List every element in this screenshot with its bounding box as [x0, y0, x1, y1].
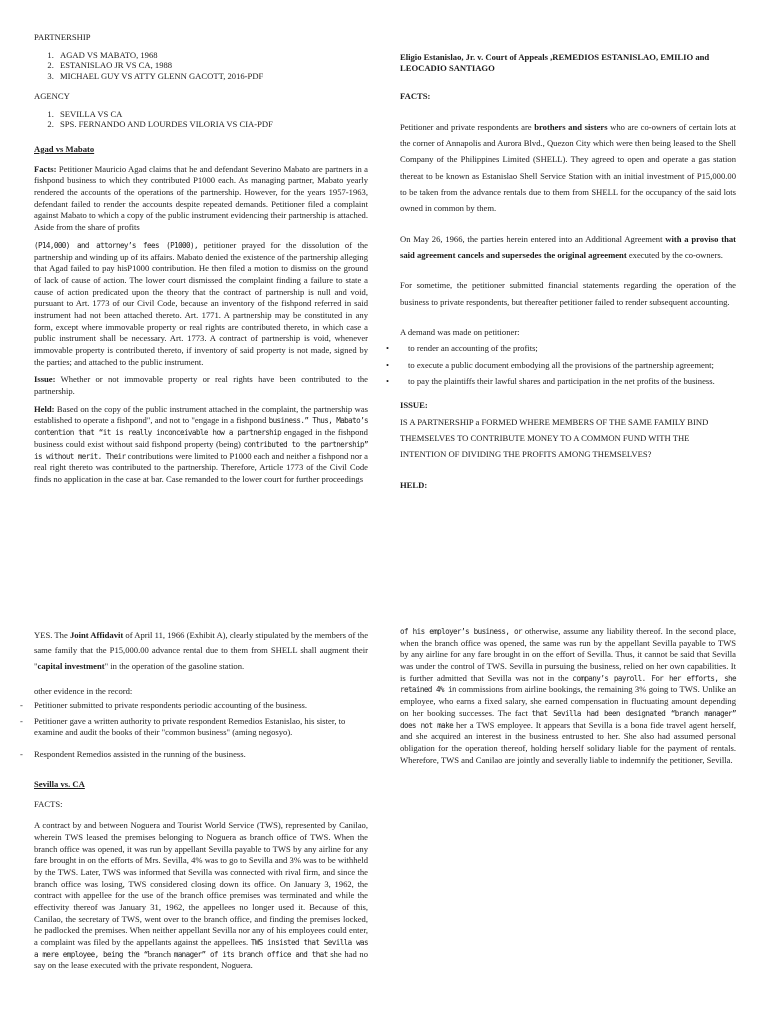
- demand-list: [386, 340, 736, 389]
- typewriter-text: manager” of its branch office and that: [173, 949, 328, 959]
- list-item: 2. ESTANISLAO JR VS CA, 1988: [56, 60, 368, 71]
- issue-text: IS A PARTNERSHIP a FORMED WHERE MEMBERS OF THE SAME FAMILY BIND THEMSELVES TO CONTRIBUTE MONEY TO A COMMON FUND WITH THE INTENTION OF DIVIDING THE PROFITS AMONG THEMSELVES?: [400, 416, 709, 460]
- body-text: her a TWS employee. It appears that Sevilla is a bona fide travel agent herself, and she acquired an interest in the business entrusted to her. She also had assumed personal obligation for the operation thereof, holding herself solidary liable for the payment of rentals. Wherefore, TWS and Canilao are jointly and severally liable to indemnify the petitioner, Sevilla.: [400, 719, 736, 765]
- body-text: otherwise, assume any liability thereof. In the second place, when the branch office was opened, the same was run by the appellant Sevilla payable to TWS by any airline for any fare brought in on the effort of Sevilla. Thus, it cannot be said that Sevilla was under the control of TWS. Sevilla in pursuing the business, relied on her own capabilities. It is further admitted that Sevilla was not in the: [400, 626, 736, 683]
- agency-case-list: [34, 109, 368, 130]
- bold-text: with a proviso that said agreement cancels and supersedes the original agreement: [400, 233, 737, 260]
- list-item-text: to render an accounting of the profits;: [408, 343, 538, 354]
- list-item: [20, 700, 368, 712]
- list-item: 1. AGAD VS MABATO, 1968: [56, 50, 368, 61]
- list-item: [386, 340, 736, 356]
- body-text: she had no say on the lease executed with the private respondent, Noguera.: [34, 948, 369, 971]
- body-text: commissions from airline bookings, the remaining 3% going to TWS. Unlike an employee, who earns a fixed salary, she earned compensation in fluctuating amount depending on her booking successes. The fact: [400, 684, 736, 718]
- typewriter-text: company’s payroll. For her efforts, she retained 4% in: [400, 673, 736, 695]
- evidence-list: [20, 700, 368, 761]
- body-text: petitioner prayed for the dissolution of the partnership and winding up of its affairs. Mabato denied the existence of the partnership alleging that Agad failed to pay hisP1000 contribution. He then filed a motion to dismiss on the ground of lack of cause of action. The lower court dismissed the complaint finding a failure to state a cause of action predicated upon the theory that the contract of partnership is null and void, pursuant to Art. 1773 of our Civil Code, because an inventory of the fishpond referred in said instrument had not been attached thereto. Art. 1771. A partnership may be constituted in any form, except where immovable property or real rights are contributed thereto, in which case a public instrument shall be necessary. Art. 1773. A contract of partnership is void, whenever immovable property is contributed thereto, if inventory of said property is not made, signed by the parties; and attached to the public instrument.: [34, 239, 368, 367]
- list-item: [20, 715, 368, 739]
- list-item-text: Petitioner submitted to private respondents periodic accounting of the business.: [34, 700, 308, 711]
- issue-text: Whether or not immovable property or real rights have been contributed to the partnership.: [34, 374, 368, 397]
- bottom-left-page: [20, 628, 369, 1022]
- case-title-agad: Agad vs Mabato: [34, 144, 95, 155]
- body-text: of April 11, 1966 (Exhibit A), clearly stipulated by the members of the same family that the P15,000.00 advance rental due to them from SHELL shall augment their ": [34, 630, 369, 671]
- facts-label: Facts:: [34, 163, 57, 174]
- list-item: [386, 373, 736, 389]
- case-title-estanislao: Eligio Estanislao, Jr. v. Court of Appeals ,REMEDIOS ESTANISLAO, EMILIO and LEOCADIO SANTIAGO: [400, 52, 710, 74]
- issue-label: ISSUE:: [400, 400, 428, 411]
- body-text: executed by the co-owners.: [626, 249, 723, 260]
- typewriter-text: that Sevilla had been designated “branch manager” does not make: [400, 708, 737, 730]
- demand-intro: A demand was made on petitioner:: [400, 326, 520, 337]
- list-item: [386, 357, 736, 373]
- body-text: branch: [147, 948, 174, 959]
- estanislao-paragraph-2: [400, 231, 736, 264]
- list-item-text: to pay the plaintiffs their lawful shares and participation in the net profits of the business.: [408, 375, 715, 386]
- body-text: On May 26, 1966, the parties herein entered into an Additional Agreement: [400, 233, 666, 244]
- bold-text: brothers and sisters: [534, 121, 608, 132]
- body-text: " in the operation of the gasoline station.: [104, 660, 245, 671]
- bold-text: capital investment: [37, 660, 105, 671]
- agad-held-paragraph: [34, 404, 368, 486]
- facts-text: Petitioner Mauricio Agad claims that he and defendant Severino Mabato are partners in a fishpond business to which they contributed P1000 each. As managing partner, Mabato yearly rendered the accounts of the operations of the partnership. However, for the years 1957-1963, defendant failed to render the accounts despite repeated demands. Petitioner filed a complaint against Mabato to which a copy of the public instrument evidencing their partnership is attached. Aside from the share of profits: [34, 163, 369, 233]
- body-text: who are co-owners of certain lots at the corner of Annapolis and Aurora Blvd., Quezon City which were then being leased to the Shell Company of the Philippines Limited (SHELL). They agreed to open and operate a gas station thereat to be known as Estanislao Shell Service Station with an initial investment of P15,000.00 to be taken from the advance rentals due to them from SHELL for the occupancy of the said lots owned in common by them.: [400, 121, 737, 214]
- issue-label: Issue:: [34, 374, 56, 385]
- typewriter-text: business.” Thus, Mabato’s contention that “it is really inconceivable how a partnership: [34, 416, 369, 438]
- sevilla-facts-paragraph: [34, 820, 368, 972]
- bullet-icon: •: [386, 375, 390, 386]
- top-left-page: [34, 32, 368, 572]
- partnership-case-list: [34, 50, 368, 82]
- bullet-icon: •: [386, 343, 390, 354]
- agad-issue-paragraph: [34, 374, 368, 397]
- estanislao-paragraph-1: [400, 119, 736, 217]
- facts-label: FACTS:: [400, 91, 431, 102]
- body-text: Based on the copy of the public instrument attached in the complaint, the partnership was established to operate a fishpond", and not to "engage in a fishpond: [34, 403, 368, 426]
- body-text: Petitioner and private respondents are: [400, 121, 535, 132]
- held-label: HELD:: [400, 479, 428, 490]
- other-evidence-label: other evidence in the record:: [34, 686, 133, 697]
- heading-agency: AGENCY: [34, 90, 70, 101]
- list-item-text: to execute a public document embodying all the provisions of the partnership agreement;: [408, 359, 714, 370]
- list-item: [20, 749, 368, 761]
- estanislao-paragraph-3: For sometime, the petitioner submitted financial statements regarding the operation of the business to private respondents, but thereafter petitioner failed to render subsequent accounting.: [400, 280, 736, 307]
- dash-marker: -: [20, 715, 23, 726]
- dash-marker: -: [20, 749, 23, 760]
- typewriter-text: TWS insisted that Sevilla was a mere employee, being the “: [34, 938, 369, 959]
- typewriter-text: contributed to the partnership” is without merit. Their: [34, 439, 368, 461]
- bullet-icon: •: [386, 359, 390, 370]
- list-item-text: Petitioner gave a written authority to private respondent Remedios Estanislao, his sister, to examine and audit the books of their "common business" (aming negosyo).: [34, 715, 346, 738]
- body-text: A contract by and between Noguera and Tourist World Service (TWS), represented by Canilao, wherein TWS leased the premises belonging to Noguera as branch office of TWS. When the branch office was opened, it was run by appellant Sevilla payable to TWS by any airline for any fare brought in on the efforts of Mrs. Sevilla, 4% was to go to Sevilla and 3% was to be withheld by the TWS. Later, TWS was informed that Sevilla was connected with rival firm, and since the branch office was losing, TWS considered closing down its office. On January 3, 1962, the contract with appellee for the use of the branch office premises was terminated and while the effectivity thereof was January 31, 1962, the appellees no longer used it. Because of this, Canilao, the secretary of TWS, went over to the branch office, and finding the premises locked, he padlocked the premises. When neither appellant Sevilla nor any of his employees could enter, a complaint was filed by the appellants against the appellees.: [34, 820, 368, 948]
- top-right-page: [386, 52, 737, 552]
- list-item: 3. MICHAEL GUY VS ATTY GLENN GACOTT, 2016-PDF: [56, 71, 368, 82]
- body-text: contributions were limited to P1000 each and neither a fishpond nor a real right thereto was contributed to the partnership. Therefore, Article 1773 of the Civil Code finds no application in the case at bar. Case remanded to the lower court for further proceedings: [34, 450, 368, 484]
- bold-text: Joint Affidavit: [69, 630, 124, 640]
- facts-label: FACTS:: [34, 798, 63, 809]
- heading-partnership: PARTNERSHIP: [34, 32, 91, 42]
- sevilla-held-paragraph: [400, 626, 736, 766]
- agad-facts-paragraph: [34, 164, 368, 234]
- bottom-right-page: [400, 626, 736, 826]
- body-text: engaged in the fishpond business could exist without said fishpond property (being): [34, 427, 368, 449]
- list-item: 1. SEVILLA VS CA: [56, 109, 368, 120]
- held-answer-paragraph: [34, 628, 368, 674]
- case-title-sevilla: Sevilla vs. CA: [34, 778, 85, 789]
- agad-paragraph-2: [34, 240, 368, 369]
- dash-marker: -: [20, 700, 23, 711]
- list-item: 2. SPS. FERNANDO AND LOURDES VILORIA VS CIA-PDF: [56, 119, 368, 130]
- list-item-text: Respondent Remedios assisted in the running of the business.: [34, 749, 246, 760]
- body-text: YES. The: [34, 630, 70, 640]
- typewriter-text: (P14,000) and attorney’s fees (P1000),: [34, 240, 198, 250]
- held-label: Held:: [34, 403, 55, 414]
- typewriter-text: of his employer’s business, or: [400, 627, 522, 636]
